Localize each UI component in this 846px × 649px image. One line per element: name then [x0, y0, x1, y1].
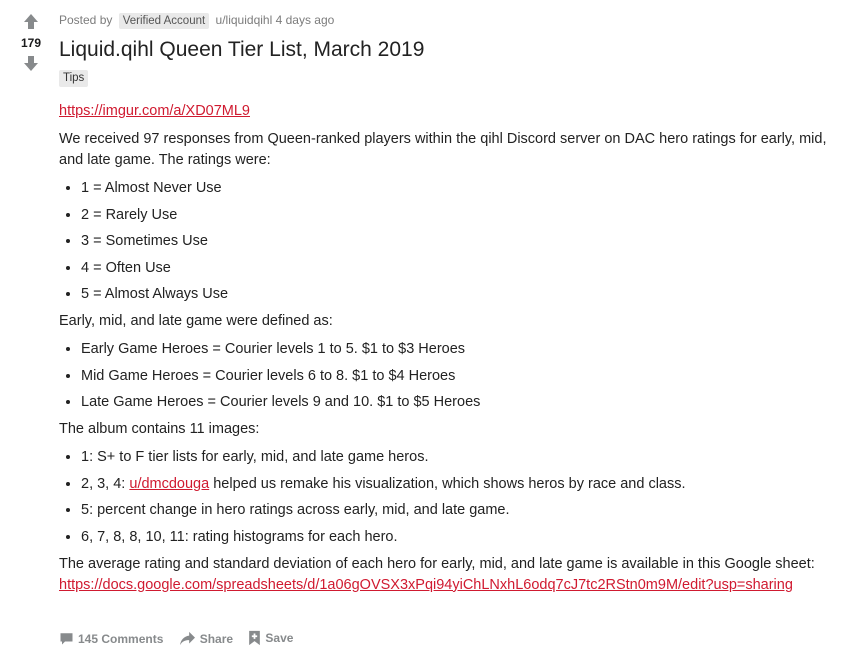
post-age[interactable]: 4 days ago: [275, 13, 335, 27]
list-item: • 5: percent change in hero ratings across early, mid, and late game.: [81, 500, 844, 521]
definitions-list: [59, 339, 844, 413]
imgur-link-paragraph: [59, 101, 844, 122]
upvote-arrow-icon[interactable]: [21, 12, 41, 32]
list-item: • 1 = Almost Never Use: [81, 178, 844, 199]
downvote-arrow-icon[interactable]: [21, 53, 41, 73]
share-label: Share: [199, 631, 234, 646]
post-title[interactable]: Liquid.qihl Queen Tier List, March 2019: [59, 38, 425, 61]
post-meta: [59, 11, 844, 29]
save-button[interactable]: [248, 630, 293, 646]
share-button[interactable]: [179, 631, 233, 646]
intro-paragraph: We received 97 responses from Queen-ranked players within the qihl Discord server on DAC hero ratings for early, mid, and late game. The ratings were:: [59, 131, 827, 168]
list-item: • 1: S+ to F tier lists for early, mid, and late game heros.: [81, 447, 844, 468]
post-flair[interactable]: Tips: [59, 70, 88, 87]
author-link[interactable]: u/liquidqihl: [215, 13, 273, 27]
user-link-dmcdouga[interactable]: u/dmcdouga: [129, 475, 210, 492]
comment-bubble-icon: [59, 631, 74, 646]
post-body: [59, 101, 844, 596]
definitions-intro: Early, mid, and late game were defined as:: [59, 313, 333, 329]
comments-button[interactable]: [59, 631, 163, 646]
ratings-list: [59, 178, 844, 305]
sheet-paragraph: [59, 554, 844, 596]
imgur-link[interactable]: https://imgur.com/a/XD07ML9: [59, 103, 250, 119]
comments-label: 145 Comments: [78, 631, 164, 646]
album-list: [59, 447, 844, 548]
list-item: • 6, 7, 8, 8, 10, 11: rating histograms for each hero.: [81, 527, 844, 548]
post-content: [59, 0, 844, 603]
bookmark-plus-icon: [248, 630, 261, 646]
list-item: • 3 = Sometimes Use: [81, 231, 844, 252]
list-item: • 2 = Rarely Use: [81, 205, 844, 226]
google-sheet-link[interactable]: https://docs.google.com/spreadsheets/d/1a06gOVSX3xPqi94yiChLNxhL6odq7cJ7tc2RStn0m9M/edit?usp=sharing: [59, 576, 793, 593]
list-item: • Mid Game Heroes = Courier levels 6 to 8. $1 to $4 Heroes: [81, 366, 844, 387]
list-item: • 4 = Often Use: [81, 258, 844, 279]
list-item: [81, 474, 844, 495]
verified-account-badge: Verified Account: [119, 13, 209, 29]
list-item: • 5 = Almost Always Use: [81, 284, 844, 305]
vote-column: [16, 12, 46, 73]
list-item: • Early Game Heroes = Courier levels 1 to 5. $1 to $3 Heroes: [81, 339, 844, 360]
album-intro: The album contains 11 images:: [59, 421, 260, 437]
save-label: Save: [265, 631, 294, 645]
share-arrow-icon: [179, 631, 196, 646]
list-item: • Late Game Heroes = Courier levels 9 and 10. $1 to $5 Heroes: [81, 392, 844, 413]
posted-by-label: Posted by: [59, 13, 113, 27]
album-item-suffix: helped us remake his visualization, which shows heros by race and class.: [209, 475, 686, 492]
post-actions: [59, 630, 305, 649]
vote-score: 179: [20, 36, 42, 50]
sheet-intro: The average rating and standard deviation of each hero for early, mid, and late game is available in this Google sheet:: [59, 555, 815, 572]
album-item-prefix: 2, 3, 4:: [81, 475, 130, 492]
